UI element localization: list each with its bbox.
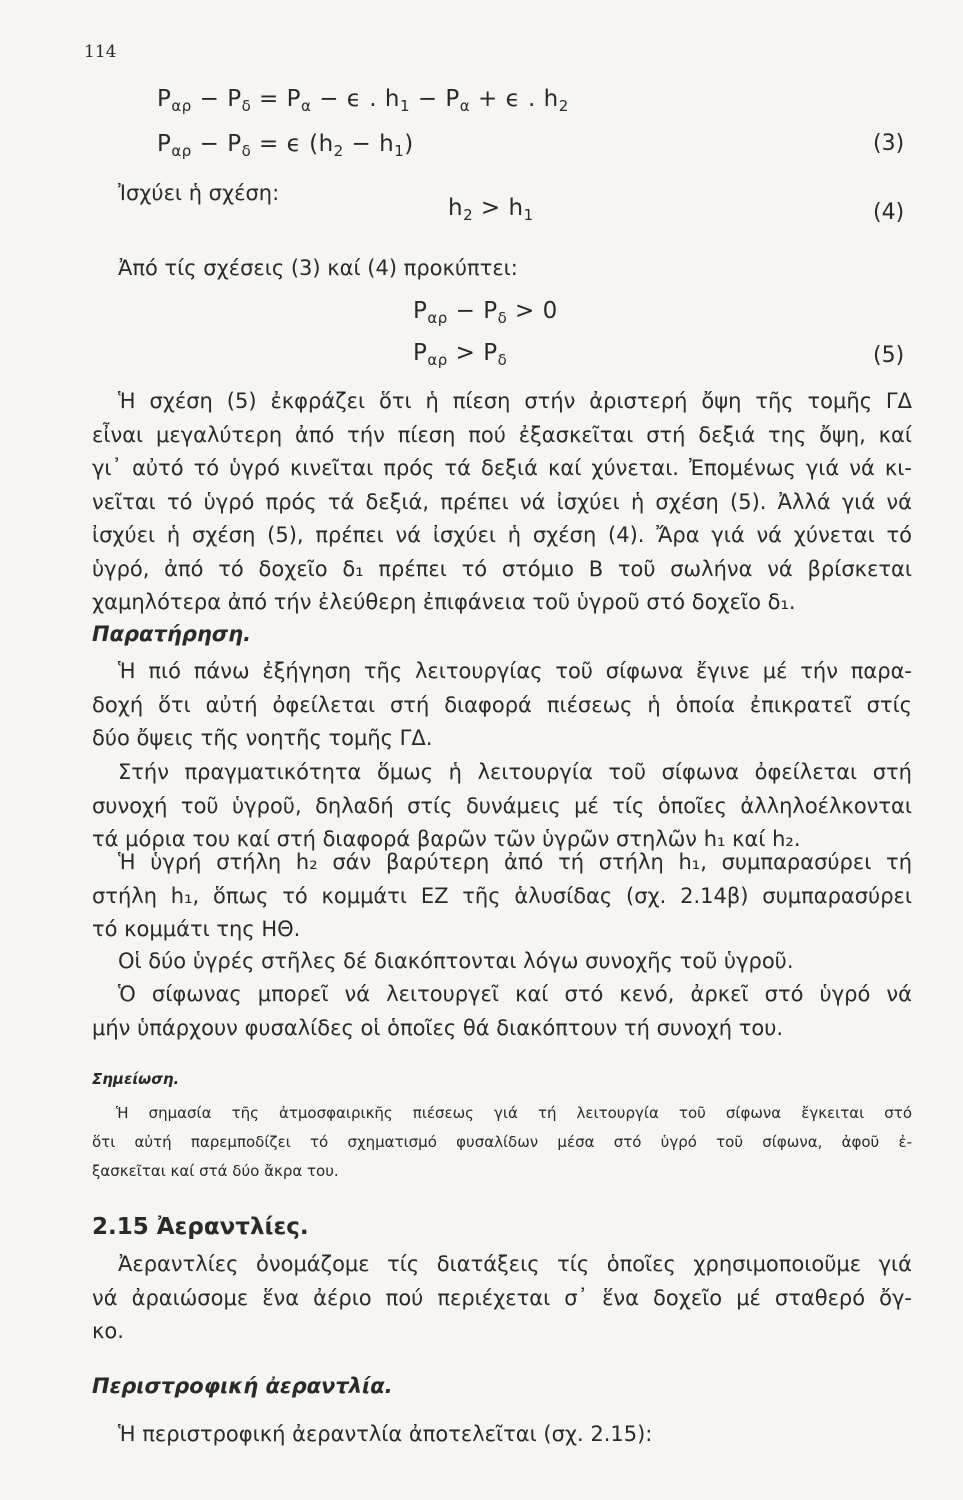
from-relations-text: Ἀπό τίς σχέσεις (3) καί (4) προκύπτει: (118, 256, 518, 280)
equation-5: $P_{\alpha\rho} > P_\delta$ (413, 340, 508, 369)
text-line: κο. (92, 1319, 124, 1343)
equation-number-3: (3) (873, 131, 905, 156)
text-line: Ἀεραντλίες ὀνομάζομε τίς διατάξεις τίς ὁποῖες χρησιμοποιοῦμε γιά (118, 1252, 912, 1276)
text-line: Ἡ πιό πάνω ἐξήγηση τῆς λειτουργίας τοῦ σίφωνα ἔγινε μέ τήν παρα- (118, 659, 912, 683)
text-line: στήλη h₁, ὅπως τό κομμάτι ΕΖ τῆς ἁλυσίδας (σχ. 2.14β) συμπαρασύρει (92, 883, 912, 908)
equation-number-4: (4) (873, 200, 905, 225)
text-line: Ἡ σημασία τῆς ἀτμοσφαιρικῆς πιέσεως γιά τή λειτουργία τοῦ σίφωνα ἔγκειται στό (116, 1104, 912, 1122)
equation-3: $h_2 > h_1$ (448, 195, 534, 224)
equation-2: $P_{\alpha\rho} - P_\delta = \epsilon$ $(h_2 - h_1)$ (157, 131, 414, 160)
text-line: ξασκεῖται καί στά δύο ἄκρα του. (92, 1162, 339, 1180)
text-line: τά μόρια του καί στή διαφορά βαρῶν τῶν ὑγρῶν στηλῶν h₁ καί h₂. (92, 827, 801, 851)
text-line: συνοχή τοῦ ὑγροῦ, δηλαδή στίς δυνάμεις μέ τίς ὁποῖες ἀλληλοέλκονται (92, 793, 912, 818)
text-line: Στήν πραγματικότητα ὅμως ἡ λειτουργία τοῦ σίφωνα ὀφείλεται στή (118, 760, 912, 784)
equation-number-5: (5) (873, 343, 905, 368)
text-line: γι᾽ αὐτό τό ὑγρό κινεῖται πρός τά δεξιά καί χύνεται. Ἐπομένως γιά νά κι- (92, 456, 912, 480)
text-line: ὑγρό, ἀπό τό δοχεῖο δ₁ πρέπει τό στόμιο Β τοῦ σωλήνα νά βρίσκεται (92, 556, 912, 581)
text-line: Ἡ ὑγρή στήλη h₂ σάν βαρύτερη ἀπό τή στήλη h₁, συμπαρασύρει τή (118, 850, 912, 874)
section-heading: 2.15 Ἀεραντλίες. (92, 1214, 309, 1240)
text-line: Οἱ δύο ὑγρές στῆλες δέ διακόπτονται λόγω συνοχῆς τοῦ ὑγροῦ. (118, 949, 794, 973)
rotary-pump-heading: Περιστροφική ἀεραντλία. (92, 1374, 393, 1398)
observation-paragraph-4 (92, 945, 912, 979)
text-line: νά ἀραιώσομε ἕνα ἀέριο πού περιέχεται σ᾽ ἕνα δοχεῖο μέ σταθερό ὄγ- (92, 1285, 912, 1310)
rotary-pump-intro: Ἡ περιστροφική ἀεραντλία ἀποτελεῖται (σχ. 2.15): (118, 1422, 653, 1446)
observation-heading: Παρατήρηση. (92, 622, 252, 646)
text-line: ὅτι αὐτή παρεμποδίζει τό σχηματισμό φυσαλίδων μέσα στό ὑγρό τοῦ σίφωνα, ἀφοῦ ἐ- (92, 1133, 912, 1151)
section-paragraph (92, 1248, 912, 1349)
note-paragraph (92, 1099, 912, 1186)
note-heading: Σημείωση. (92, 1070, 180, 1088)
text-line: δοχή ὅτι αὐτή ὀφείλεται στή διαφορά πιέσεως ἡ ὁποία ἐπικρατεῖ στίς (92, 692, 912, 717)
observation-paragraph-2 (92, 756, 912, 857)
text-line: τό κομμάτι της ΗΘ. (92, 917, 301, 941)
observation-paragraph-5 (92, 978, 912, 1045)
equation-4: $P_{\alpha\rho} - P_\delta > 0$ (413, 298, 558, 327)
relation-intro: Ἰσχύει ἡ σχέση: (118, 181, 280, 205)
page-number: 114 (84, 42, 117, 62)
paragraph-siphon-explanation (92, 385, 912, 620)
text-line: μήν ὑπάρχουν φυσαλίδες οἱ ὁποῖες θά διακόπτουν τή συνοχή του. (92, 1015, 784, 1040)
text-line: χαμηλότερα ἀπό τήν ἐλεύθερη ἐπιφάνεια τοῦ ὑγροῦ στό δοχεῖο δ₁. (92, 590, 796, 614)
equation-1: $P_{\alpha\rho} - P_\delta = P_\alpha - \epsilon$ . $h_1 - P_\alpha + \epsilon$ . $h_2$ (157, 86, 569, 115)
text-line: εἶναι μεγαλύτερη ἀπό τήν πίεση πού ἐξασκεῖται στή δεξιά της ὄψη, καί (92, 422, 912, 447)
observation-paragraph-1 (92, 655, 912, 756)
text-line: νεῖται τό ὑγρό πρός τά δεξιά, πρέπει νά ἰσχύει ἡ σχέση (5). Ἀλλά γιά νά (92, 489, 912, 514)
text-line: Ὁ σίφωνας μπορεῖ νά λειτουργεῖ καί στό κενό, ἀρκεῖ στό ὑγρό νά (118, 982, 912, 1006)
text-line: ἰσχύει ἡ σχέση (5), πρέπει νά ἰσχύει ἡ σχέση (4). Ἄρα γιά νά χύνεται τό (92, 523, 912, 547)
text-line: δύο ὄψεις τῆς νοητῆς τομῆς ΓΔ. (92, 726, 433, 750)
observation-paragraph-3 (92, 846, 912, 947)
text-line: Ἡ σχέση (5) ἐκφράζει ὅτι ἡ πίεση στήν ἀριστερή ὄψη τῆς τομῆς ΓΔ (118, 389, 912, 413)
